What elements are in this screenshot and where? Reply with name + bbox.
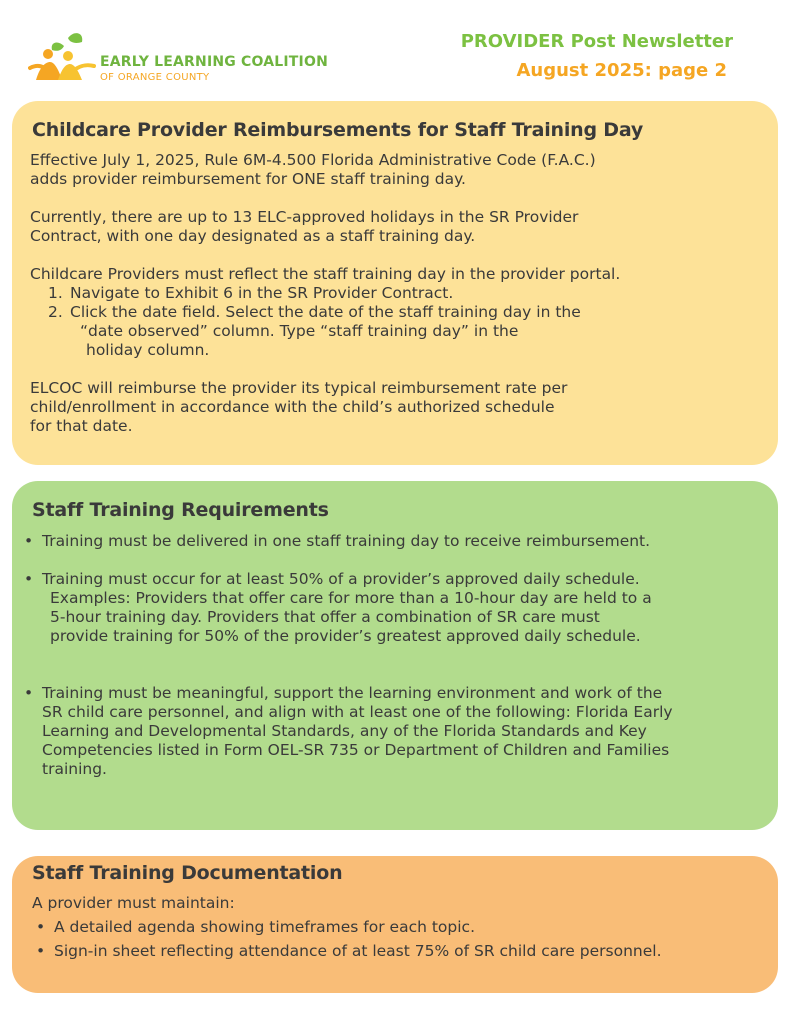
text-line: holiday column. <box>86 341 210 359</box>
documentation-body <box>32 894 762 961</box>
documentation-item <box>36 942 762 961</box>
bullet-icon: • <box>24 532 34 550</box>
text-line: Competencies listed in Form OEL-SR 735 or Department of Children and Families <box>42 741 670 759</box>
elc-logo[interactable] <box>28 30 328 90</box>
portal-step <box>48 284 762 303</box>
documentation-heading: Staff Training Documentation <box>32 862 343 884</box>
text-line: Effective July 1, 2025, Rule 6M-4.500 Florida Administrative Code (F.A.C.) <box>30 151 596 169</box>
text-line: Training must occur for at least 50% of a provider’s approved daily schedule. <box>42 570 640 588</box>
text-line: Click the date field. Select the date of the staff training day in the <box>70 303 581 321</box>
documentation-intro: A provider must maintain: <box>32 894 235 912</box>
text-line: Learning and Developmental Standards, any of the Florida Standards and Key <box>42 722 647 740</box>
newsletter-title: PROVIDER Post Newsletter <box>460 31 733 52</box>
text-line: Training must be meaningful, support the learning environment and work of the <box>42 684 663 702</box>
reimbursement-para-4 <box>30 379 762 436</box>
bullet-icon: • <box>24 684 34 702</box>
text-line: adds provider reimbursement for ONE staff training day. <box>30 170 466 188</box>
requirement-item <box>24 570 762 646</box>
text-line: for that date. <box>30 417 133 435</box>
portal-steps-list <box>48 284 762 360</box>
text-line: ELCOC will reimburse the provider its typical reimbursement rate per <box>30 379 568 397</box>
bullet-icon: • <box>36 918 46 936</box>
text-line: Navigate to Exhibit 6 in the SR Provider Contract. <box>70 284 454 302</box>
reimbursement-panel <box>12 101 778 465</box>
requirements-panel <box>12 481 778 830</box>
text-line: training. <box>42 760 107 778</box>
text-line: Childcare Providers must reflect the staff training day in the provider portal. <box>30 265 621 283</box>
text-line: Examples: Providers that offer care for more than a 10-hour day are held to a <box>50 589 652 607</box>
requirements-heading: Staff Training Requirements <box>32 499 329 521</box>
text-line: Currently, there are up to 13 ELC-approved holidays in the SR Provider <box>30 208 579 226</box>
text-line: Contract, with one day designated as a staff training day. <box>30 227 476 245</box>
requirement-item <box>24 684 762 779</box>
newsletter-date-page: August 2025: page 2 <box>516 60 727 81</box>
reimbursement-para-3 <box>30 265 762 360</box>
portal-step <box>48 303 762 360</box>
reimbursement-para-1 <box>30 151 762 189</box>
reimbursement-para-2 <box>30 208 762 246</box>
requirement-item <box>24 532 762 551</box>
text-line: SR child care personnel, and align with at least one of the following: Florida Early <box>42 703 673 721</box>
text-line: child/enrollment in accordance with the child’s authorized schedule <box>30 398 555 416</box>
documentation-panel <box>12 856 778 993</box>
text-line: Sign-in sheet reflecting attendance of at least 75% of SR child care personnel. <box>54 942 662 960</box>
logo-title: EARLY LEARNING COALITION <box>100 54 328 70</box>
text-line: A detailed agenda showing timeframes for each topic. <box>54 918 475 936</box>
requirements-body <box>24 532 762 798</box>
step-number: 2. <box>48 303 63 321</box>
text-line: 5-hour training day. Providers that offer a combination of SR care must <box>50 608 600 626</box>
text-line: provide training for 50% of the provider’s greatest approved daily schedule. <box>50 627 641 645</box>
step-number: 1. <box>48 284 63 302</box>
reimbursement-body <box>30 151 762 455</box>
text-line: Training must be delivered in one staff training day to receive reimbursement. <box>42 532 651 550</box>
bullet-icon: • <box>36 942 46 960</box>
bullet-icon: • <box>24 570 34 588</box>
logo-subtitle: OF ORANGE COUNTY <box>100 72 210 83</box>
text-line: “date observed” column. Type “staff training day” in the <box>80 322 519 340</box>
elc-logo-icon <box>28 30 98 86</box>
documentation-item <box>36 918 762 937</box>
reimbursement-heading: Childcare Provider Reimbursements for Staff Training Day <box>32 119 644 141</box>
header <box>0 0 791 100</box>
